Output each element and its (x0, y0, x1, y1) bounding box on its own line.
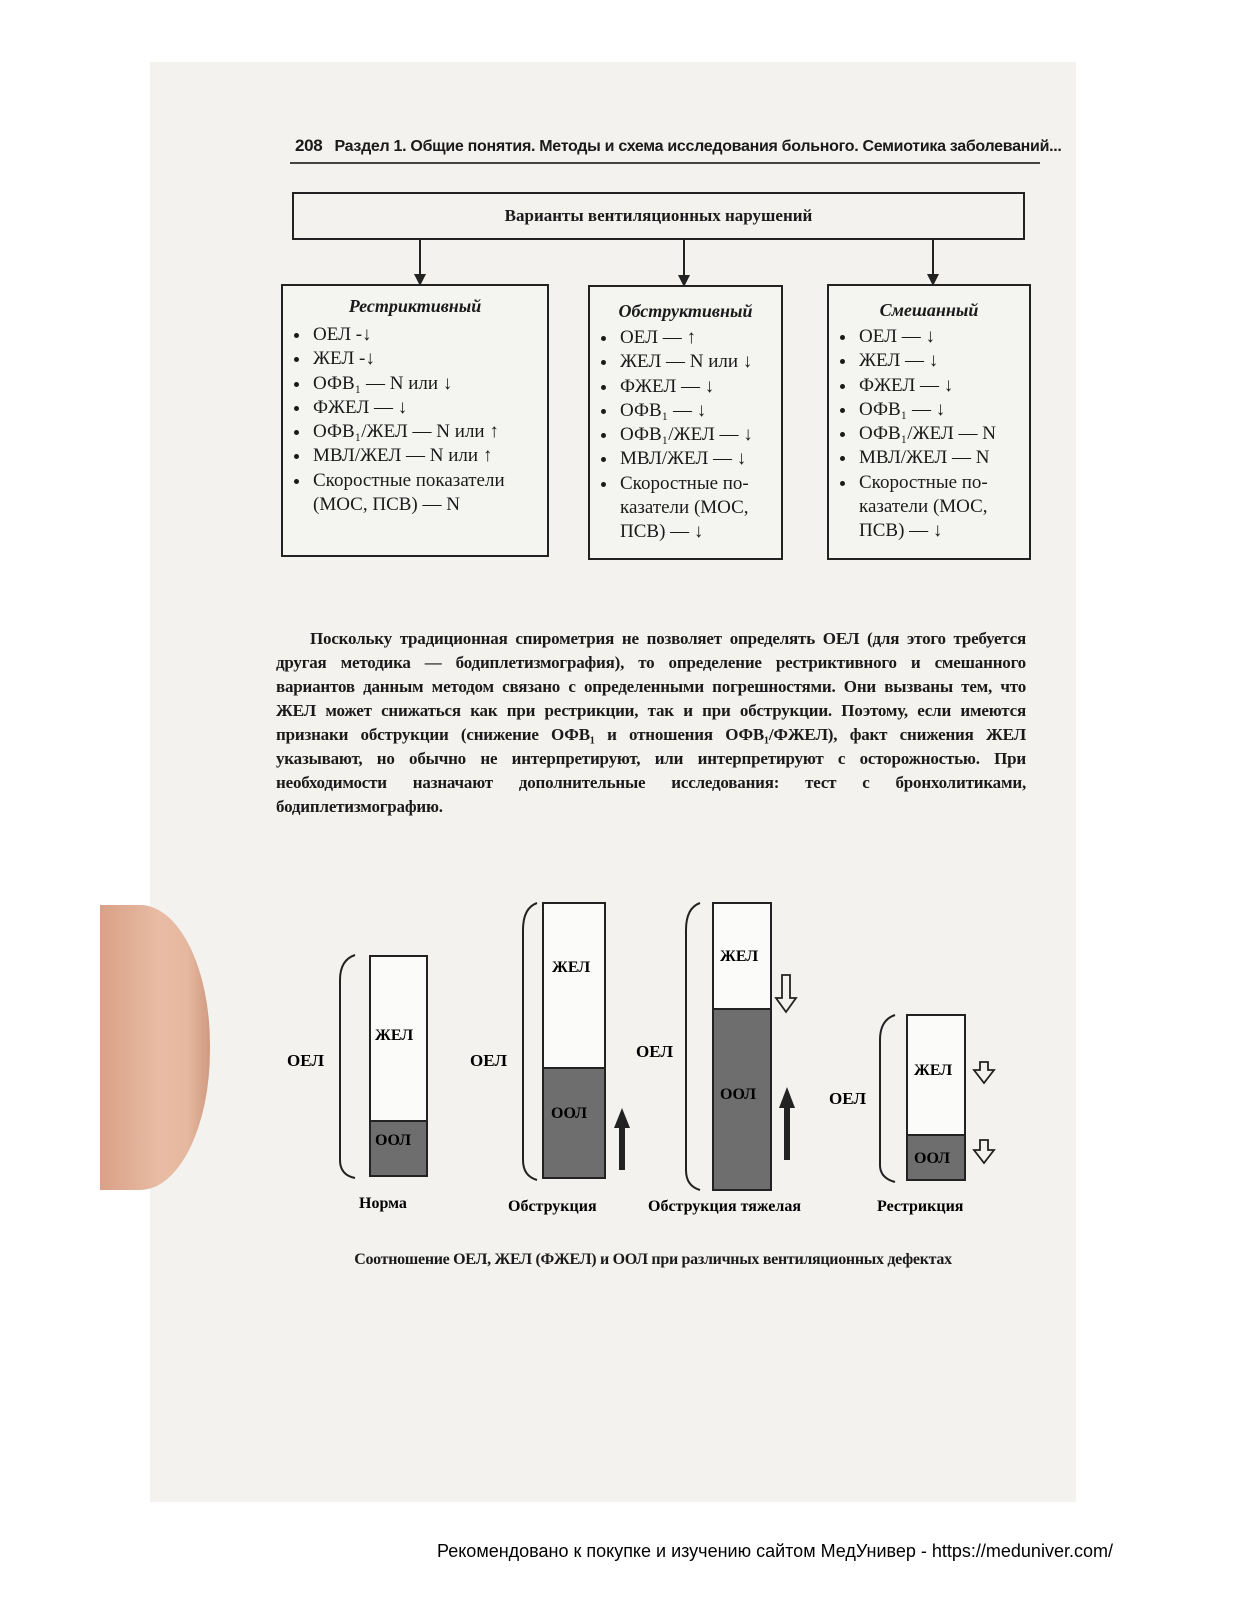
list-item: • ФЖЕЛ — ↓ (311, 396, 547, 420)
ool-label: ООЛ (375, 1132, 412, 1149)
running-header (295, 136, 1062, 156)
variant-list (283, 323, 547, 517)
oel-brace (523, 903, 537, 1180)
list-item: • Скоростные по-казатели (МОС, ПСВ) — ↓ (857, 471, 1029, 544)
scheme-title-box (292, 192, 1025, 240)
list-item: • МВЛ/ЖЕЛ — N (857, 446, 1029, 470)
variant-mixed-box (827, 284, 1031, 560)
bar-caption: Обструкция тяжелая (648, 1198, 802, 1215)
oel-label: ОЕЛ (287, 1051, 325, 1070)
zhel-label: ЖЕЛ (914, 1062, 953, 1079)
scheme-title: Варианты вентиляционных нарушений (504, 206, 813, 225)
down-arrow-icon (776, 975, 796, 1012)
list-item: • Скоростные по-казатели (МОС, ПСВ) — ↓ (618, 472, 781, 545)
zhel-label: ЖЕЛ (720, 948, 759, 965)
zhel-label: ЖЕЛ (375, 1027, 414, 1044)
ool-segment (543, 1068, 605, 1178)
bar-caption: Обструкция (508, 1198, 597, 1215)
body-paragraph: Поскольку традиционная спирометрия не позволяет определять ОЕЛ (для этого требуется другая методика — бодиплетизмография), то определение рестриктивного и смешанного вариантов данным методом связано с определенными погрешностями. Они вызваны тем, что ЖЕЛ может снижаться как при рестрикции, так и при обструкции. Поэтому, если имеются признаки обструкции (снижение ОФВ₁ и отношения ОФВ₁/ФЖЕЛ), факт снижения ЖЕЛ указывают, но обычно не интерпретируют, или интерпретируют с осторожностью. При необходимости назначают дополнительные исследования: тест с бронхолитиками, бодиплетизмографию. (276, 629, 1026, 816)
running-title: Раздел 1. Общие понятия. Методы и схема исследования больного. Семиотика заболеваний... (334, 138, 1062, 155)
footer-note: Рекомендовано к покупке и изучению сайтом МедУнивер - https://meduniver.com/ (437, 1541, 1113, 1561)
page-number: 208 (295, 136, 323, 155)
oel-brace (686, 903, 700, 1190)
list-item: • ОФВ₁ — N или ↓ (311, 372, 547, 396)
up-arrow-head-icon (614, 1108, 630, 1128)
ool-label: ООЛ (914, 1150, 951, 1167)
oel-label: ОЕЛ (470, 1051, 508, 1070)
ool-label: ООЛ (551, 1105, 588, 1122)
list-item: • ОФВ₁ — ↓ (618, 399, 781, 423)
oel-brace (880, 1015, 895, 1182)
lung-volumes-figure (0, 880, 1237, 1240)
figure-caption: Соотношение ОЕЛ, ЖЕЛ (ФЖЕЛ) и ООЛ при различных вентиляционных дефектах (354, 1251, 952, 1268)
header-rule (290, 162, 1040, 164)
list-item: • ФЖЕЛ — ↓ (618, 375, 781, 399)
variant-list (829, 325, 1029, 544)
down-arrow-icon (974, 1062, 994, 1083)
bar-caption: Рестрикция (877, 1198, 964, 1215)
variant-obstructive-box (588, 285, 783, 560)
list-item: • ФЖЕЛ — ↓ (857, 374, 1029, 398)
list-item: • МВЛ/ЖЕЛ — N или ↑ (311, 444, 547, 468)
list-item: • ОФВ₁/ЖЕЛ — N (857, 422, 1029, 446)
list-item: • ОЕЛ — ↓ (857, 325, 1029, 349)
list-item: • Скоростные показатели (МОС, ПСВ) — N (311, 469, 547, 518)
list-item: • ОЕЛ -↓ (311, 323, 547, 347)
oel-brace (340, 955, 355, 1178)
list-item: • ОФВ₁/ЖЕЛ — N или ↑ (311, 420, 547, 444)
oel-label: ОЕЛ (636, 1042, 674, 1061)
oel-label: ОЕЛ (829, 1089, 867, 1108)
ool-label: ООЛ (720, 1086, 757, 1103)
bar-caption: Норма (359, 1195, 407, 1212)
variant-title: Рестриктивный (348, 296, 482, 316)
list-item: • ОФВ₁ — ↓ (857, 398, 1029, 422)
list-item: • ОФВ₁/ЖЕЛ — ↓ (618, 423, 781, 447)
list-item: • ЖЕЛ — ↓ (857, 349, 1029, 373)
down-arrow-icon (974, 1140, 994, 1163)
variant-list (590, 326, 781, 545)
list-item: • МВЛ/ЖЕЛ — ↓ (618, 447, 781, 471)
list-item: • ЖЕЛ — N или ↓ (618, 350, 781, 374)
variant-title: Обструктивный (618, 301, 753, 321)
zhel-label: ЖЕЛ (552, 959, 591, 976)
list-item: • ЖЕЛ -↓ (311, 347, 547, 371)
variant-title: Смешанный (879, 300, 979, 320)
variant-restrictive-box (281, 284, 549, 557)
list-item: • ОЕЛ — ↑ (618, 326, 781, 350)
up-arrow-head-icon (779, 1087, 795, 1108)
